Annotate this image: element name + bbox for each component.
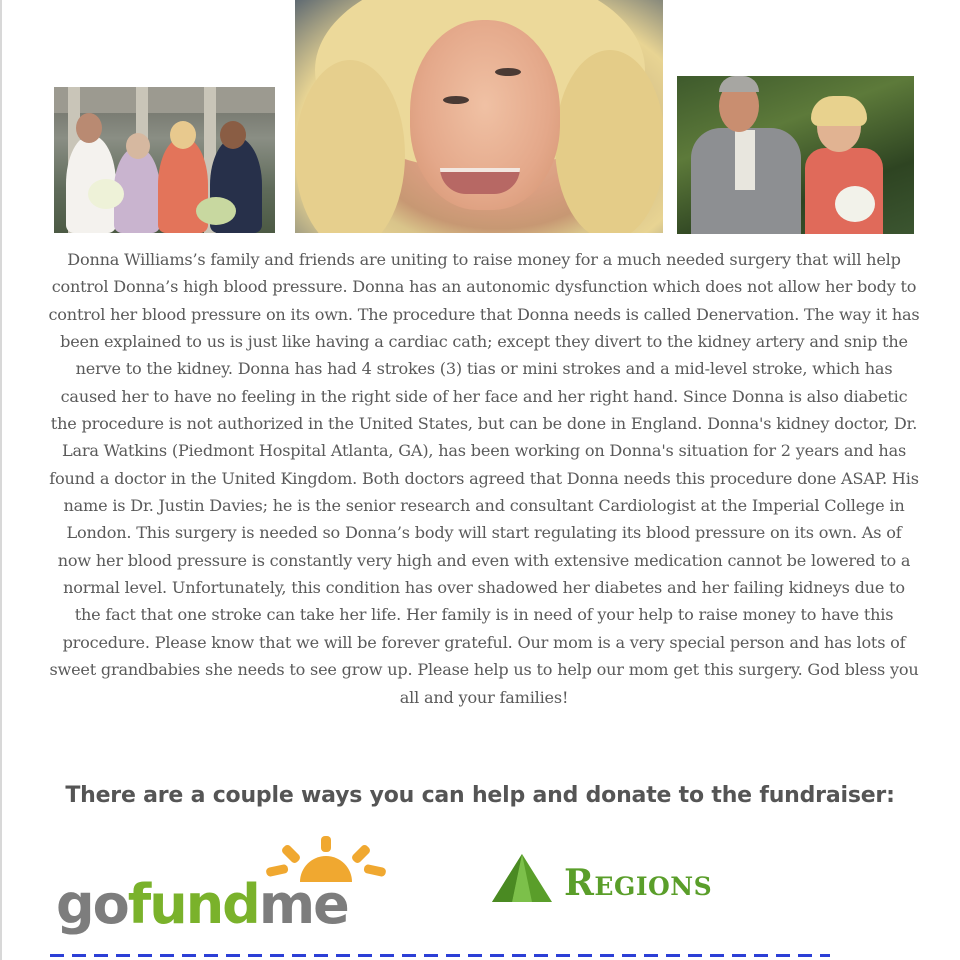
bouquet bbox=[835, 186, 875, 222]
donate-heading: There are a couple ways you can help and donate to the fundraiser: bbox=[65, 783, 895, 808]
gofundme-me: me bbox=[258, 873, 348, 936]
man-hair bbox=[719, 76, 759, 92]
story-text: Donna Williams’s family and friends are uniting to raise money for a much needed surgery that will help control Donna’s high blood pressure. Donna has an autonomic dysfunction which does not allow her body to control her blood pressure on its own. The procedure that Donna needs is called Denervation. The way it has been explained to us is just like having a cardiac cath; except they divert to the kidney artery and snip the nerve to the kidney. Donna has had 4 strokes (3) tias or mini strokes and a mid-level stroke, which has caused her to have no feeling in the right side of her face and her right hand. Since Donna is also diabetic the procedure is not authorized in the United States, but can be done in England. Donna's kidney doctor, Dr. Lara Watkins (Piedmont Hospital Atlanta, GA), has been working on Donna's situation for 2 years and has found a doctor in the United Kingdom. Both doctors agreed that Donna needs this procedure done ASAP. His name is Dr. Justin Davies; he is the senior research and consultant Cardiologist at the Imperial College in London. This surgery is needed so Donna’s body will start regulating its blood pressure on its own. As of now her blood pressure is constantly very high and even with extensive medication cannot be lowered to a normal level. Unfortunately, this condition has over shadowed her diabetes and her failing kidneys due to the fact that one stroke can take her life. Her family is in need of your help to raise money to have this procedure. Please know that we will be forever grateful. Our mom is a very special person and has lots of sweet grandbabies she needs to see grow up. Please help us to help our mom get this surgery. God bless you all and your families! bbox=[48, 250, 920, 707]
regions-wordmark: Regions bbox=[564, 862, 713, 904]
eye bbox=[443, 96, 469, 104]
eye bbox=[495, 68, 521, 76]
page-left-border bbox=[0, 0, 2, 960]
bouquet bbox=[88, 179, 124, 209]
gofundme-wordmark bbox=[56, 873, 348, 936]
man-shirt bbox=[735, 130, 755, 190]
porch-roof bbox=[54, 87, 275, 113]
hair bbox=[555, 50, 663, 233]
gofundme-go: go bbox=[56, 873, 128, 936]
person-head bbox=[126, 133, 150, 159]
couple-photo bbox=[677, 76, 914, 234]
portrait-photo bbox=[295, 0, 663, 233]
gofundme-fund: fund bbox=[127, 873, 259, 936]
gofundme-logo[interactable] bbox=[56, 836, 386, 936]
person-head bbox=[76, 113, 102, 143]
person-head bbox=[220, 121, 246, 149]
person-head bbox=[170, 121, 196, 149]
bouquet bbox=[196, 197, 236, 225]
regions-logo[interactable] bbox=[490, 852, 760, 908]
regions-pyramid-icon bbox=[490, 852, 554, 904]
family-photo bbox=[54, 87, 275, 233]
donation-link[interactable] bbox=[50, 954, 830, 957]
woman-hair bbox=[811, 96, 867, 126]
